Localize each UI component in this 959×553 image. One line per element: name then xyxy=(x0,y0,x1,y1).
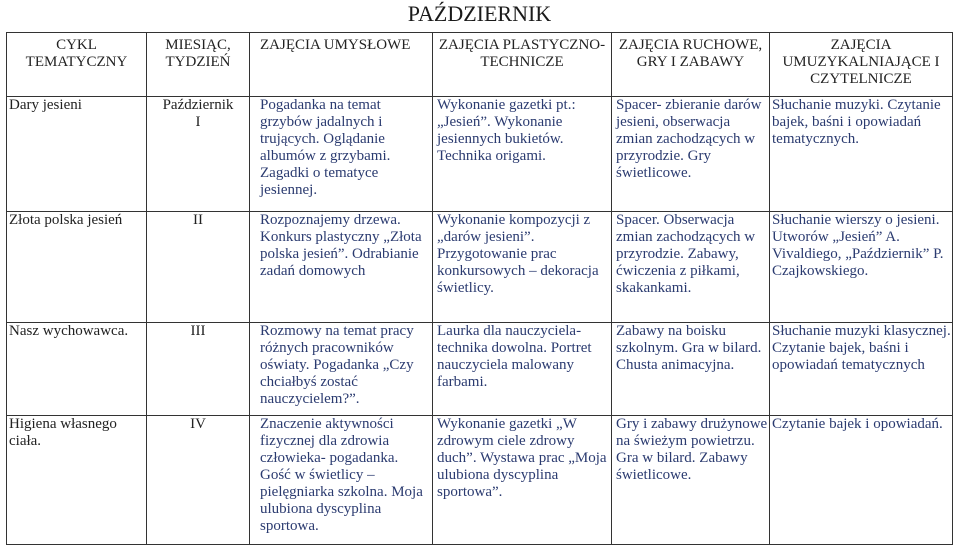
motion-text: Spacer- zbieranie darów jesieni, obserwacja zmian zachodzących w przyrodzie. Gry świetlicowe. xyxy=(616,97,762,181)
cell-cycle xyxy=(7,97,147,212)
cell-mental xyxy=(250,212,433,323)
cell-arts xyxy=(433,323,612,416)
header-row xyxy=(7,33,953,97)
mental-text: Znaczenie aktywności fizycznej dla zdrowia człowieka- pogadanka. Gość w świetlicy – pielęgniarka szkolna. Moja ulubiona dyscyplina sportowa. xyxy=(260,416,423,534)
cycle-text: Dary jesieni xyxy=(9,97,82,113)
cell-month xyxy=(147,416,250,545)
cell-arts xyxy=(433,212,612,323)
arts-text: Wykonanie kompozycji z „darów jesieni”. Przygotowanie prac konkursowych – dekoracja świetlicy. xyxy=(437,212,599,296)
header-cycle: CYKL TEMATYCZNY xyxy=(7,33,147,97)
cell-motion xyxy=(612,416,770,545)
cell-month xyxy=(147,323,250,416)
arts-text: Laurka dla nauczyciela- technika dowolna. Portret nauczyciela malowany farbami. xyxy=(437,323,592,390)
week-text: IV xyxy=(190,416,206,432)
motion-text: Spacer. Obserwacja zmian zachodzących w przyrodzie. Zabawy, ćwiczenia z piłkami, skakankami. xyxy=(616,212,756,296)
cell-cycle xyxy=(7,323,147,416)
arts-text: Wykonanie gazetki „W zdrowym ciele zdrowy duch”. Wystawa prac „Moja ulubiona dyscyplina sportowa”. xyxy=(437,416,607,500)
week-text: I xyxy=(195,114,201,130)
cell-mental xyxy=(250,97,433,212)
music-text: Czytanie bajek i opowiadań. xyxy=(772,416,943,432)
motion-text: Gry i zabawy drużynowe na świeżym powietrzu. Gra w bilard. Zabawy świetlicowe. xyxy=(616,416,768,483)
music-text: Słuchanie muzyki. Czytanie bajek, baśni i opowiadań tematycznych. xyxy=(772,97,941,147)
cell-music xyxy=(770,323,953,416)
motion-text: Zabawy na boisku szkolnym. Gra w bilard. Chusta animacyjna. xyxy=(616,323,762,373)
cycle-text: Złota polska jesień xyxy=(9,212,123,228)
plan-table xyxy=(6,32,953,545)
cell-music xyxy=(770,416,953,545)
header-mental: ZAJĘCIA UMYSŁOWE xyxy=(250,33,433,97)
week-text: II xyxy=(193,212,203,228)
cell-mental xyxy=(250,416,433,545)
cell-motion xyxy=(612,97,770,212)
arts-text: Wykonanie gazetki pt.: „Jesień”. Wykonanie jesiennych bukietów. Technika origami. xyxy=(437,97,576,164)
music-text: Słuchanie wierszy o jesieni. Utworów „Jesień” A. Vivaldiego, „Październik” P. Czajkowskiego. xyxy=(772,212,944,279)
week-text: III xyxy=(190,323,206,339)
cell-month xyxy=(147,212,250,323)
header-motion: ZAJĘCIA RUCHOWE, GRY I ZABAWY xyxy=(612,33,770,97)
cell-music xyxy=(770,212,953,323)
cell-arts xyxy=(433,416,612,545)
table-row xyxy=(7,323,953,416)
mental-text: Pogadanka na temat grzybów jadalnych i trujących. Oglądanie albumów z grzybami. Zagadki o tematyce jesiennej. xyxy=(260,97,391,198)
table-row xyxy=(7,212,953,323)
cell-month xyxy=(147,97,250,212)
page-title: PAŹDZIERNIK xyxy=(407,1,552,26)
cell-cycle xyxy=(7,212,147,323)
cell-motion xyxy=(612,212,770,323)
mental-text: Rozmowy na temat pracy różnych pracowników oświaty. Pogadanka „Czy chciałbyś zostać nauczycielem?”. xyxy=(260,323,414,407)
music-text: Słuchanie muzyki klasycznej. Czytanie bajek, baśni i opowiadań tematycznych xyxy=(772,323,951,373)
cycle-text: Higiena własnego ciała. xyxy=(9,416,117,449)
table-row xyxy=(7,97,953,212)
cell-arts xyxy=(433,97,612,212)
cell-motion xyxy=(612,323,770,416)
cycle-text: Nasz wychowawca. xyxy=(9,323,129,339)
header-arts: ZAJĘCIA PLASTYCZNO-TECHNICZE xyxy=(433,33,612,97)
cell-mental xyxy=(250,323,433,416)
cell-music xyxy=(770,97,953,212)
header-month: MIESIĄC, TYDZIEŃ xyxy=(147,33,250,97)
mental-text: Rozpoznajemy drzewa. Konkurs plastyczny „Złota polska jesień”. Odrabianie zadań domowych xyxy=(260,212,422,279)
month-text: Październik xyxy=(162,97,234,113)
header-music: ZAJĘCIA UMUZYKALNIAJĄCE I CZYTELNICZE xyxy=(770,33,953,97)
cell-cycle xyxy=(7,416,147,545)
table-row xyxy=(7,416,953,545)
